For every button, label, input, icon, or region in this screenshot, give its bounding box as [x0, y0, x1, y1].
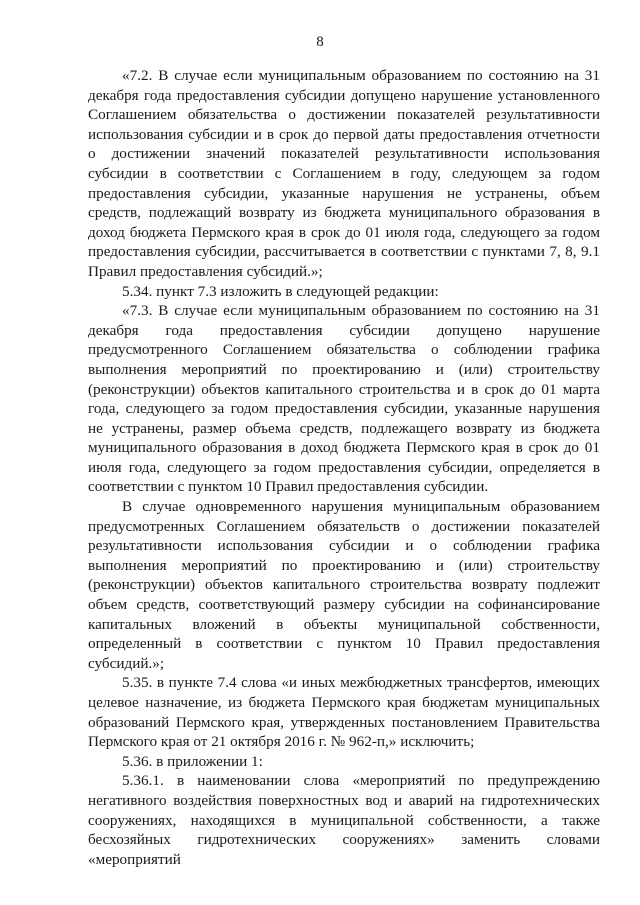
- page-number: 8: [316, 34, 324, 50]
- paragraph-7-3: «7.3. В случае если муниципальным образованием по состоянию на 31 декабря года предоставления субсидии допущено нарушение предусмотренного Соглашением обязательства о соблюдении графика выполнения мероприятий по проектированию и (или) строительству (реконструкции) объектов капитального строительства и в срок до 01 марта года, следующего за годом предоставления субсидии, указанные нарушения не устранены, размер объема средств, подлежащего возврату из бюджета муниципального образования в доход бюджета Пермского края в срок до 01 июля года, следующего за годом предоставления субсидии, определяется в соответствии с пунктом 10 Правил предоставления субсидии.: [88, 302, 600, 496]
- paragraph-simultaneous-violation: В случае одновременного нарушения муниципальным образованием предусмотренных Соглашением обязательств о достижении показателей результативности использования субсидии и о соблюдении графика выполнения мероприятий по проектированию и (или) строительству (реконструкции) объектов капитального строительства возврату подлежит объем средств, соответствующий размеру субсидии на софинансирование капитальных вложений в объекты муниципальной собственности, определенный в соответствии с пунктом 10 Правил предоставления субсидий.»;: [88, 498, 600, 672]
- document-body: [88, 66, 600, 869]
- paragraph-5-34: 5.34. пункт 7.3 изложить в следующей редакции:: [122, 282, 439, 300]
- paragraph-7-2: «7.2. В случае если муниципальным образованием по состоянию на 31 декабря года предоставления субсидии допущено нарушение установленного Соглашением обязательства о достижении показателей результативности использования субсидии и в срок до первой даты предоставления отчетности о достижении значений показателей результативности использования субсидии в соответствии с Соглашением в году, следующем за годом предоставления субсидии, указанные нарушения не устранены, объем средств, подлежащий возврату из бюджета муниципального образования в доход бюджета Пермского края в срок до 01 июля года, следующего за годом предоставления субсидии, рассчитывается в соответствии с пунктами 7, 8, 9.1 Правил предоставления субсидий.»;: [88, 67, 600, 280]
- paragraph-5-36-1: 5.36.1. в наименовании слова «мероприятий по предупреждению негативного воздействия поверхностных вод и аварий на гидротехнических сооружениях, находящихся в муниципальной собственности, а также бесхозяйных гидротехнических сооружениях» заменить словами «мероприятий: [88, 772, 600, 868]
- paragraph-5-35: 5.35. в пункте 7.4 слова «и иных межбюджетных трансфертов, имеющих целевое назначение, из бюджета Пермского края бюджетам муниципальных образований Пермского края, утвержденных постановлением Правительства Пермского края от 21 октября 2016 г. № 962-п,» исключить;: [88, 674, 600, 751]
- paragraph-5-36: 5.36. в приложении 1:: [122, 752, 263, 770]
